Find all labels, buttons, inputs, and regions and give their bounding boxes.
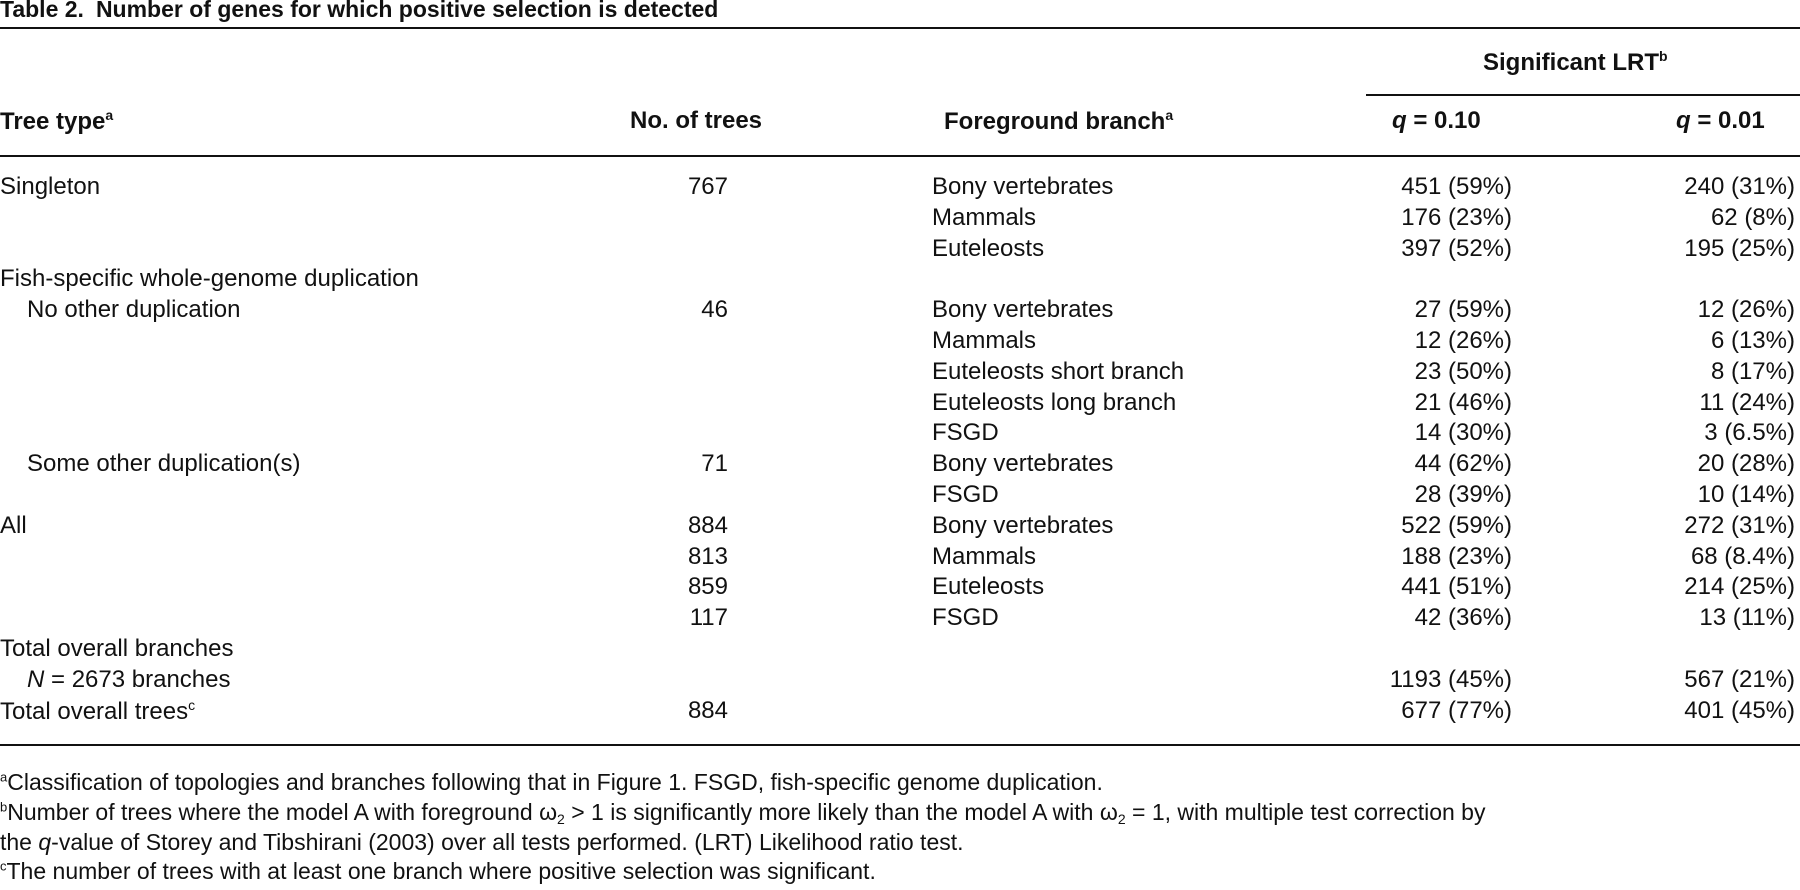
cell-no-of-trees: 767 — [687, 173, 728, 200]
cell-no-of-trees: 71 — [701, 450, 728, 478]
cell-foreground-branch: Mammals — [932, 326, 1037, 354]
footnote-q-variable: q — [38, 829, 52, 855]
cell-q-001: 20 (28%) — [1697, 450, 1795, 478]
header-q-variable: q — [1392, 107, 1407, 134]
cell-q-010: 12 (26%) — [1414, 326, 1512, 354]
bottom-rule — [0, 744, 1800, 746]
table-row — [0, 235, 1800, 266]
cell-variable: N — [27, 665, 45, 693]
cell-tree-type-text: No other duplication — [27, 296, 241, 324]
cell-q-010: 441 (51%) — [1401, 573, 1512, 601]
cell-q-010: 522 (59%) — [1401, 511, 1512, 539]
cell-foreground-branch: Bony vertebrates — [932, 173, 1114, 200]
cell-foreground-branch: Euteleosts short branch — [932, 357, 1185, 385]
footnote-b-text: > 1 is significantly more likely than the model A with ω — [564, 799, 1118, 825]
cell-foreground-branch: Bony vertebrates — [932, 511, 1114, 539]
cell-foreground-branch: Bony vertebrates — [932, 450, 1114, 478]
cell-q-001: 8 (17%) — [1710, 357, 1795, 385]
table-row — [0, 697, 1800, 728]
table-row — [0, 573, 1800, 604]
table-row — [0, 666, 1800, 697]
header-q-001-value: = 0.01 — [1690, 107, 1765, 134]
cell-tree-type-text: Some other duplication(s) — [27, 450, 301, 478]
cell-q-010: 176 (23%) — [1401, 203, 1512, 231]
table-caption-label: Table 2. — [0, 0, 84, 22]
table-row — [0, 327, 1800, 358]
header-significant-lrt-text: Significant LRT — [1483, 49, 1659, 76]
omega-subscript: 2 — [557, 811, 565, 827]
cell-tree-type — [0, 173, 100, 201]
footnote-mark-b: b — [1659, 48, 1668, 64]
table-row — [0, 512, 1800, 543]
header-significant-lrt — [1483, 48, 1668, 77]
cell-no-of-trees: 884 — [687, 696, 728, 724]
cell-no-of-trees: 884 — [687, 511, 728, 539]
cell-no-of-trees: 46 — [701, 296, 728, 324]
header-q-variable: q — [1676, 107, 1691, 134]
table-body — [0, 173, 1800, 727]
omega-subscript: 2 — [1117, 811, 1126, 827]
cell-q-010: 42 (36%) — [1414, 604, 1512, 632]
cell-tree-type — [0, 635, 233, 663]
cell-q-001: 62 (8%) — [1710, 203, 1795, 231]
footnote-b-text: -value of Storey and Tibshirani (2003) over all tests performed. (LRT) Likelihood ratio test. — [51, 829, 964, 855]
header-q-001 — [1676, 107, 1765, 135]
header-foreground-branch-text: Foreground branch — [944, 108, 1166, 135]
table-row — [0, 419, 1800, 450]
header-q-010 — [1392, 107, 1481, 135]
cell-q-001: 13 (11%) — [1699, 604, 1795, 632]
footnote-mark-a: a — [0, 769, 8, 785]
cell-foreground-branch: FSGD — [932, 419, 999, 447]
cell-tree-type-text: Singleton — [0, 173, 101, 200]
footnote-a-text: Classification of topologies and branches following that in Figure 1. FSGD, fish-specific genome duplication. — [7, 769, 1103, 795]
table-caption — [0, 0, 718, 23]
table-row — [0, 265, 1800, 296]
cell-q-001: 6 (13%) — [1710, 326, 1795, 354]
cell-no-of-trees: 117 — [689, 604, 728, 632]
cell-q-001: 240 (31%) — [1684, 173, 1795, 200]
cell-q-010: 1193 (45%) — [1389, 665, 1512, 693]
top-rule — [0, 27, 1800, 29]
footnote-b-text: the — [0, 829, 39, 855]
footnote-c-text: The number of trees with at least one branch where positive selection was significant. — [6, 858, 876, 884]
cell-q-010: 23 (50%) — [1414, 357, 1512, 385]
header-no-of-trees: No. of trees — [630, 107, 763, 134]
cell-q-001: 68 (8.4%) — [1690, 542, 1795, 570]
cell-tree-type — [0, 265, 419, 293]
cell-q-001: 12 (26%) — [1697, 296, 1795, 324]
footnote-mark-a: a — [1165, 107, 1174, 123]
cell-q-010: 44 (62%) — [1414, 450, 1512, 478]
table-row — [0, 173, 1800, 204]
cell-foreground-branch: Euteleosts long branch — [932, 388, 1177, 416]
cell-q-010: 14 (30%) — [1414, 419, 1512, 447]
cell-q-010: 27 (59%) — [1414, 296, 1512, 324]
cell-q-010: 451 (59%) — [1401, 173, 1512, 200]
cell-q-010: 28 (39%) — [1414, 480, 1512, 508]
footnote-b-text: Number of trees where the model A with foreground ω — [7, 799, 558, 825]
cell-no-of-trees: 813 — [687, 542, 728, 570]
cell-tree-type-text: Total overall trees — [0, 697, 189, 725]
cell-foreground-branch: Mammals — [932, 542, 1037, 570]
table-caption-title: Number of genes for which positive selection is detected — [95, 0, 719, 22]
table-row — [0, 450, 1800, 481]
cell-q-001: 272 (31%) — [1684, 511, 1795, 539]
footnote-mark-c: c — [188, 696, 196, 713]
table-row — [0, 604, 1800, 635]
cell-q-010: 21 (46%) — [1414, 388, 1512, 416]
footnote-b-text: = 1, with multiple test correction by — [1125, 799, 1486, 825]
cell-tree-type-text: All — [0, 511, 27, 539]
footnote-b-line1 — [0, 799, 1485, 827]
cell-q-010: 677 (77%) — [1401, 696, 1512, 724]
cell-q-001: 214 (25%) — [1684, 573, 1795, 601]
footnote-a — [0, 769, 1103, 796]
cell-q-010: 188 (23%) — [1401, 542, 1512, 570]
footnote-mark-a: a — [105, 107, 114, 123]
cell-tree-type — [0, 697, 195, 726]
cell-q-001: 3 (6.5%) — [1704, 419, 1795, 447]
footnote-b-line2 — [0, 829, 964, 856]
table-row — [0, 358, 1800, 389]
cell-q-001: 195 (25%) — [1684, 234, 1795, 262]
cell-tree-type-text: Fish-specific whole-genome duplication — [0, 265, 419, 293]
table-row — [0, 389, 1800, 420]
cell-foreground-branch: Euteleosts — [932, 234, 1045, 262]
cell-tree-type — [27, 450, 300, 478]
cell-q-001: 10 (14%) — [1697, 480, 1795, 508]
cell-q-001: 11 (24%) — [1699, 388, 1795, 416]
cell-tree-type — [27, 296, 240, 324]
table-row — [0, 296, 1800, 327]
cell-foreground-branch: FSGD — [932, 604, 999, 632]
cell-tree-type — [0, 512, 27, 540]
cell-foreground-branch: Mammals — [932, 203, 1037, 231]
cell-foreground-branch: Bony vertebrates — [932, 296, 1114, 324]
table-row — [0, 635, 1800, 666]
cell-foreground-branch: Euteleosts — [932, 573, 1045, 601]
significant-lrt-rule — [1366, 94, 1800, 96]
header-tree-type-text: Tree type — [0, 108, 106, 135]
footnote-mark-c: c — [0, 858, 7, 874]
table-row — [0, 204, 1800, 235]
cell-q-001: 567 (21%) — [1684, 665, 1795, 693]
cell-q-010: 397 (52%) — [1401, 234, 1512, 262]
table-row — [0, 543, 1800, 574]
header-q-010-value: = 0.10 — [1406, 107, 1481, 134]
cell-foreground-branch: FSGD — [932, 480, 999, 508]
cell-no-of-trees: 859 — [687, 573, 728, 601]
cell-tree-type-text: Total overall branches — [0, 634, 234, 662]
cell-tree-type — [27, 666, 230, 694]
cell-tree-type-text: = 2673 branches — [44, 665, 231, 693]
header-tree-type — [0, 107, 113, 136]
header-rule — [0, 155, 1800, 157]
table-row — [0, 481, 1800, 512]
footnote-c — [0, 858, 876, 885]
cell-q-001: 401 (45%) — [1684, 696, 1795, 724]
footnote-mark-b: b — [0, 799, 8, 815]
header-foreground-branch — [944, 107, 1173, 136]
